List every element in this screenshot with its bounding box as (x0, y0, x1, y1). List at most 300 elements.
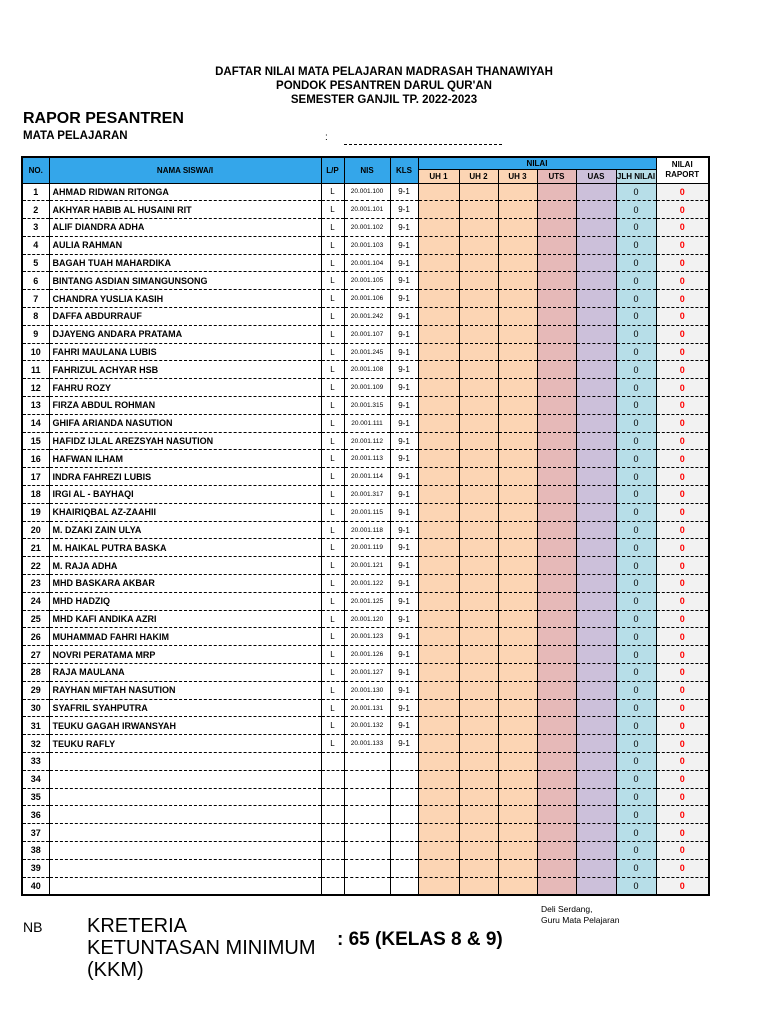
row-uas[interactable] (576, 575, 616, 593)
row-uas[interactable] (576, 557, 616, 575)
row-uas[interactable] (576, 254, 616, 272)
row-nama (49, 753, 321, 771)
row-uh3[interactable] (498, 575, 537, 593)
row-uh2[interactable] (459, 254, 498, 272)
row-jlh: 0 (616, 664, 656, 682)
row-jlh: 0 (616, 859, 656, 877)
row-jlh: 0 (616, 183, 656, 201)
row-uh3[interactable] (498, 450, 537, 468)
row-kls: 9-1 (390, 539, 418, 557)
row-uts[interactable] (537, 628, 576, 646)
row-uh1[interactable] (418, 664, 459, 682)
table-row (22, 770, 709, 788)
row-uh1[interactable] (418, 290, 459, 308)
row-uts[interactable] (537, 557, 576, 575)
row-raport: 0 (656, 343, 709, 361)
row-uh3[interactable] (498, 824, 537, 842)
row-jlh: 0 (616, 557, 656, 575)
row-uas[interactable] (576, 468, 616, 486)
row-uh3[interactable] (498, 681, 537, 699)
row-uts[interactable] (537, 610, 576, 628)
row-nama: INDRA FAHREZI LUBIS (49, 468, 321, 486)
row-nama: FAHRI MAULANA LUBIS (49, 343, 321, 361)
row-nis: 20.001.109 (344, 379, 390, 397)
row-uts[interactable] (537, 201, 576, 219)
row-uh1[interactable] (418, 753, 459, 771)
row-uts[interactable] (537, 432, 576, 450)
table-row (22, 521, 709, 539)
row-uh3[interactable] (498, 308, 537, 326)
row-uh3[interactable] (498, 735, 537, 753)
row-uh2[interactable] (459, 450, 498, 468)
row-uh1[interactable] (418, 379, 459, 397)
row-lp: L (321, 592, 344, 610)
row-uh2[interactable] (459, 414, 498, 432)
row-uh2[interactable] (459, 806, 498, 824)
row-uh1[interactable] (418, 397, 459, 415)
row-uts[interactable] (537, 343, 576, 361)
row-kls: 9-1 (390, 468, 418, 486)
row-uh2[interactable] (459, 575, 498, 593)
row-jlh: 0 (616, 361, 656, 379)
row-uh3[interactable] (498, 486, 537, 504)
row-uh3[interactable] (498, 610, 537, 628)
row-uts[interactable] (537, 414, 576, 432)
row-uas[interactable] (576, 521, 616, 539)
row-uas[interactable] (576, 414, 616, 432)
row-uh1[interactable] (418, 486, 459, 504)
row-nis: 20.001.120 (344, 610, 390, 628)
row-uh2[interactable] (459, 592, 498, 610)
row-uh1[interactable] (418, 414, 459, 432)
row-uh3[interactable] (498, 325, 537, 343)
row-uas[interactable] (576, 325, 616, 343)
row-uts[interactable] (537, 877, 576, 895)
row-raport: 0 (656, 379, 709, 397)
table-row (22, 717, 709, 735)
row-lp: L (321, 503, 344, 521)
row-uh2[interactable] (459, 788, 498, 806)
row-uh3[interactable] (498, 539, 537, 557)
row-uh2[interactable] (459, 717, 498, 735)
row-uh3[interactable] (498, 219, 537, 237)
row-uts[interactable] (537, 254, 576, 272)
row-uh3[interactable] (498, 664, 537, 682)
row-kls (390, 877, 418, 895)
row-uas[interactable] (576, 343, 616, 361)
row-uh1[interactable] (418, 343, 459, 361)
row-nis: 20.001.125 (344, 592, 390, 610)
row-jlh: 0 (616, 628, 656, 646)
row-nis: 20.001.113 (344, 450, 390, 468)
row-nis: 20.001.115 (344, 503, 390, 521)
row-uh2[interactable] (459, 325, 498, 343)
row-raport: 0 (656, 308, 709, 326)
table-row (22, 272, 709, 290)
row-uh2[interactable] (459, 557, 498, 575)
row-uh2[interactable] (459, 628, 498, 646)
row-uh2[interactable] (459, 681, 498, 699)
row-uas[interactable] (576, 486, 616, 504)
row-uts[interactable] (537, 183, 576, 201)
row-uas[interactable] (576, 788, 616, 806)
row-uas[interactable] (576, 432, 616, 450)
row-uts[interactable] (537, 361, 576, 379)
row-uh3[interactable] (498, 557, 537, 575)
row-no: 23 (22, 575, 49, 593)
row-no: 40 (22, 877, 49, 895)
row-uh1[interactable] (418, 592, 459, 610)
row-no: 4 (22, 236, 49, 254)
row-uh2[interactable] (459, 753, 498, 771)
row-uh1[interactable] (418, 788, 459, 806)
row-uts[interactable] (537, 824, 576, 842)
row-nama: MUHAMMAD FAHRI HAKIM (49, 628, 321, 646)
row-uts[interactable] (537, 503, 576, 521)
row-kls: 9-1 (390, 450, 418, 468)
row-uas[interactable] (576, 272, 616, 290)
row-uh2[interactable] (459, 486, 498, 504)
row-uas[interactable] (576, 201, 616, 219)
row-raport: 0 (656, 290, 709, 308)
row-raport: 0 (656, 824, 709, 842)
row-uts[interactable] (537, 236, 576, 254)
row-no: 21 (22, 539, 49, 557)
row-uas[interactable] (576, 379, 616, 397)
row-no: 9 (22, 325, 49, 343)
page-title: RAPOR PESANTREN (23, 110, 184, 127)
row-uas[interactable] (576, 699, 616, 717)
row-uh3[interactable] (498, 877, 537, 895)
row-raport: 0 (656, 272, 709, 290)
row-uas[interactable] (576, 610, 616, 628)
row-uts[interactable] (537, 699, 576, 717)
row-uts[interactable] (537, 646, 576, 664)
row-uts[interactable] (537, 219, 576, 237)
row-uts[interactable] (537, 272, 576, 290)
row-uas[interactable] (576, 753, 616, 771)
row-raport: 0 (656, 539, 709, 557)
row-uh2[interactable] (459, 272, 498, 290)
row-nama: RAYHAN MIFTAH NASUTION (49, 681, 321, 699)
row-uts[interactable] (537, 539, 576, 557)
row-uts[interactable] (537, 379, 576, 397)
row-uh3[interactable] (498, 183, 537, 201)
row-uh3[interactable] (498, 254, 537, 272)
row-uh3[interactable] (498, 717, 537, 735)
row-raport: 0 (656, 361, 709, 379)
row-jlh: 0 (616, 841, 656, 859)
row-uh3[interactable] (498, 343, 537, 361)
row-uh3[interactable] (498, 397, 537, 415)
row-uh1[interactable] (418, 521, 459, 539)
row-uts[interactable] (537, 397, 576, 415)
row-uh1[interactable] (418, 183, 459, 201)
row-uh1[interactable] (418, 877, 459, 895)
row-uh1[interactable] (418, 735, 459, 753)
row-no: 35 (22, 788, 49, 806)
row-lp: L (321, 361, 344, 379)
row-uh2[interactable] (459, 735, 498, 753)
row-no: 32 (22, 735, 49, 753)
row-kls: 9-1 (390, 486, 418, 504)
row-nama: M. RAJA ADHA (49, 557, 321, 575)
row-uh2[interactable] (459, 308, 498, 326)
row-uas[interactable] (576, 646, 616, 664)
row-uh1[interactable] (418, 699, 459, 717)
row-uh3[interactable] (498, 503, 537, 521)
row-uas[interactable] (576, 735, 616, 753)
row-uas[interactable] (576, 681, 616, 699)
row-uh2[interactable] (459, 664, 498, 682)
row-uas[interactable] (576, 308, 616, 326)
row-no: 25 (22, 610, 49, 628)
row-uh3[interactable] (498, 806, 537, 824)
row-uh2[interactable] (459, 432, 498, 450)
row-uh2[interactable] (459, 361, 498, 379)
row-kls: 9-1 (390, 557, 418, 575)
row-uas[interactable] (576, 770, 616, 788)
row-nis: 20.001.106 (344, 290, 390, 308)
table-row (22, 806, 709, 824)
row-nis: 20.001.108 (344, 361, 390, 379)
row-raport: 0 (656, 699, 709, 717)
table-row (22, 664, 709, 682)
row-uh2[interactable] (459, 610, 498, 628)
row-uh1[interactable] (418, 717, 459, 735)
row-uh2[interactable] (459, 824, 498, 842)
row-no: 33 (22, 753, 49, 771)
row-uh1[interactable] (418, 610, 459, 628)
row-uh1[interactable] (418, 557, 459, 575)
row-uh2[interactable] (459, 236, 498, 254)
row-uh3[interactable] (498, 236, 537, 254)
row-lp (321, 788, 344, 806)
row-jlh: 0 (616, 717, 656, 735)
row-uh1[interactable] (418, 681, 459, 699)
row-uh3[interactable] (498, 432, 537, 450)
row-uts[interactable] (537, 681, 576, 699)
row-uh2[interactable] (459, 877, 498, 895)
row-uh3[interactable] (498, 414, 537, 432)
row-no: 20 (22, 521, 49, 539)
row-uts[interactable] (537, 592, 576, 610)
row-uh3[interactable] (498, 521, 537, 539)
row-uh1[interactable] (418, 539, 459, 557)
row-uh2[interactable] (459, 770, 498, 788)
row-uh2[interactable] (459, 183, 498, 201)
row-uh1[interactable] (418, 806, 459, 824)
header-line-2: PONDOK PESANTREN DARUL QUR'AN (276, 80, 492, 92)
row-uh2[interactable] (459, 841, 498, 859)
row-raport: 0 (656, 664, 709, 682)
row-uh2[interactable] (459, 859, 498, 877)
row-uh3[interactable] (498, 859, 537, 877)
row-uas[interactable] (576, 877, 616, 895)
row-uts[interactable] (537, 735, 576, 753)
row-uts[interactable] (537, 664, 576, 682)
row-kls: 9-1 (390, 343, 418, 361)
row-no: 13 (22, 397, 49, 415)
row-uas[interactable] (576, 841, 616, 859)
row-uh1[interactable] (418, 824, 459, 842)
row-uh1[interactable] (418, 201, 459, 219)
row-uas[interactable] (576, 824, 616, 842)
row-uh3[interactable] (498, 272, 537, 290)
row-uts[interactable] (537, 521, 576, 539)
row-uh1[interactable] (418, 770, 459, 788)
row-kls (390, 788, 418, 806)
row-nis (344, 841, 390, 859)
row-uh1[interactable] (418, 219, 459, 237)
row-jlh: 0 (616, 521, 656, 539)
row-uts[interactable] (537, 753, 576, 771)
row-uas[interactable] (576, 592, 616, 610)
row-raport: 0 (656, 254, 709, 272)
row-uas[interactable] (576, 717, 616, 735)
row-uh3[interactable] (498, 646, 537, 664)
row-kls: 9-1 (390, 254, 418, 272)
row-nama: AKHYAR HABIB AL HUSAINI RIT (49, 201, 321, 219)
row-no: 22 (22, 557, 49, 575)
row-uh3[interactable] (498, 468, 537, 486)
table-row (22, 503, 709, 521)
table-row (22, 841, 709, 859)
row-uh3[interactable] (498, 628, 537, 646)
row-jlh: 0 (616, 254, 656, 272)
row-uh2[interactable] (459, 646, 498, 664)
row-uas[interactable] (576, 806, 616, 824)
row-uh2[interactable] (459, 201, 498, 219)
row-uh3[interactable] (498, 699, 537, 717)
row-kls: 9-1 (390, 201, 418, 219)
row-uts[interactable] (537, 806, 576, 824)
row-uts[interactable] (537, 468, 576, 486)
row-uh1[interactable] (418, 450, 459, 468)
row-nama: TEUKU RAFLY (49, 735, 321, 753)
row-no: 5 (22, 254, 49, 272)
row-uh1[interactable] (418, 628, 459, 646)
row-uas[interactable] (576, 219, 616, 237)
row-uh1[interactable] (418, 325, 459, 343)
row-uh1[interactable] (418, 272, 459, 290)
row-uts[interactable] (537, 841, 576, 859)
row-uh3[interactable] (498, 201, 537, 219)
row-nis: 20.001.242 (344, 308, 390, 326)
row-uas[interactable] (576, 290, 616, 308)
row-uts[interactable] (537, 717, 576, 735)
row-jlh: 0 (616, 290, 656, 308)
row-nama (49, 859, 321, 877)
row-uts[interactable] (537, 575, 576, 593)
row-jlh: 0 (616, 681, 656, 699)
table-row (22, 450, 709, 468)
row-uas[interactable] (576, 859, 616, 877)
table-row (22, 325, 709, 343)
row-lp: L (321, 735, 344, 753)
row-uts[interactable] (537, 290, 576, 308)
row-uh3[interactable] (498, 770, 537, 788)
row-uh2[interactable] (459, 290, 498, 308)
row-uh3[interactable] (498, 290, 537, 308)
col-uh1: UH 1 (418, 169, 459, 183)
row-uh2[interactable] (459, 219, 498, 237)
row-uts[interactable] (537, 859, 576, 877)
row-uh1[interactable] (418, 646, 459, 664)
row-nis: 20.001.100 (344, 183, 390, 201)
row-uh3[interactable] (498, 788, 537, 806)
row-raport: 0 (656, 201, 709, 219)
row-nis: 20.001.102 (344, 219, 390, 237)
row-uts[interactable] (537, 325, 576, 343)
row-uas[interactable] (576, 183, 616, 201)
row-uh1[interactable] (418, 432, 459, 450)
row-uh1[interactable] (418, 254, 459, 272)
table-row (22, 859, 709, 877)
row-uh2[interactable] (459, 468, 498, 486)
row-uh1[interactable] (418, 859, 459, 877)
row-kls: 9-1 (390, 628, 418, 646)
col-uas: UAS (576, 169, 616, 183)
row-uh2[interactable] (459, 343, 498, 361)
row-uh2[interactable] (459, 379, 498, 397)
row-uas[interactable] (576, 361, 616, 379)
row-uh3[interactable] (498, 592, 537, 610)
row-uh1[interactable] (418, 308, 459, 326)
row-uh2[interactable] (459, 503, 498, 521)
row-nama: AULIA RAHMAN (49, 236, 321, 254)
row-nis: 20.001.315 (344, 397, 390, 415)
row-uts[interactable] (537, 486, 576, 504)
row-uh3[interactable] (498, 379, 537, 397)
row-uas[interactable] (576, 628, 616, 646)
row-uas[interactable] (576, 397, 616, 415)
row-uh2[interactable] (459, 397, 498, 415)
row-lp: L (321, 308, 344, 326)
row-lp: L (321, 646, 344, 664)
row-uas[interactable] (576, 450, 616, 468)
row-uts[interactable] (537, 788, 576, 806)
row-uas[interactable] (576, 503, 616, 521)
row-uts[interactable] (537, 308, 576, 326)
row-uh2[interactable] (459, 539, 498, 557)
row-jlh: 0 (616, 877, 656, 895)
row-uh2[interactable] (459, 699, 498, 717)
row-raport: 0 (656, 503, 709, 521)
row-uts[interactable] (537, 450, 576, 468)
row-uh1[interactable] (418, 236, 459, 254)
row-uas[interactable] (576, 664, 616, 682)
row-uh2[interactable] (459, 521, 498, 539)
row-uh3[interactable] (498, 841, 537, 859)
row-uas[interactable] (576, 539, 616, 557)
row-uts[interactable] (537, 770, 576, 788)
row-uh1[interactable] (418, 503, 459, 521)
row-uas[interactable] (576, 236, 616, 254)
table-row (22, 361, 709, 379)
row-kls: 9-1 (390, 397, 418, 415)
row-uh1[interactable] (418, 841, 459, 859)
row-uh1[interactable] (418, 468, 459, 486)
row-raport: 0 (656, 592, 709, 610)
row-uh1[interactable] (418, 575, 459, 593)
row-uh1[interactable] (418, 361, 459, 379)
row-kls: 9-1 (390, 414, 418, 432)
row-uh3[interactable] (498, 361, 537, 379)
row-uh3[interactable] (498, 753, 537, 771)
row-raport: 0 (656, 681, 709, 699)
row-jlh: 0 (616, 699, 656, 717)
